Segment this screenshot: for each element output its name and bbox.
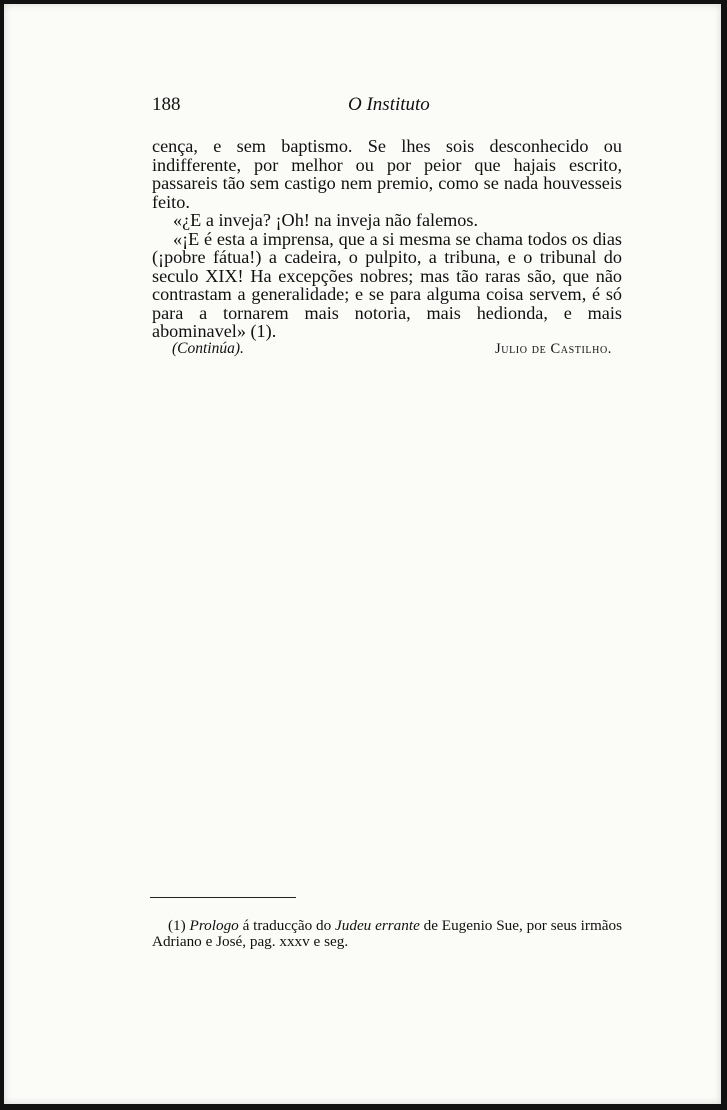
footnote-title: Prologo: [189, 917, 239, 934]
paragraph-2: «¿E a inveja? ¡Oh! na inveja não falemos.: [173, 210, 479, 230]
paragraph-3: «¡E é esta a imprensa, que a si mesma se chama todos os dias (¡pobre fátua!) a cadeira, o pulpito, a tribuna, e o tribunal do seculo XIX! Ha excepções nobres; mas tão raras são, que não contrastam a generalidade; e se para alguma coisa servem, é só para a tornarem mais notoria, mais hedionda, e mais abominavel» (1).: [152, 228, 622, 341]
footnote: [152, 918, 622, 950]
page-number: 188: [152, 94, 181, 115]
footnote-separator: [150, 897, 296, 898]
footnote-text-part-1: á traducção do: [238, 917, 336, 934]
running-title: O Instituto: [348, 94, 430, 115]
page-header: [152, 94, 622, 118]
closing-row: [172, 340, 612, 360]
continua-label: (Continúa).: [172, 340, 244, 357]
footnote-text-part-2: de Eugenio Sue, por seus irmãos Adriano e José, pag. xxxv e seg.: [152, 917, 623, 950]
book-page: [4, 4, 721, 1104]
author-signature: Julio de Castilho.: [495, 341, 612, 357]
body-text: [152, 137, 622, 341]
footnote-work-title: Judeu errante: [335, 917, 420, 934]
footnote-marker: (1): [168, 917, 186, 934]
footnote-text: [152, 918, 622, 950]
paragraph-1: cença, e sem baptismo. Se lhes sois desconhecido ou indifferente, por melhor ou por peior que hajais escrito, passareis tão sem castigo nem premio, como se nada houvesseis feito.: [152, 136, 622, 212]
